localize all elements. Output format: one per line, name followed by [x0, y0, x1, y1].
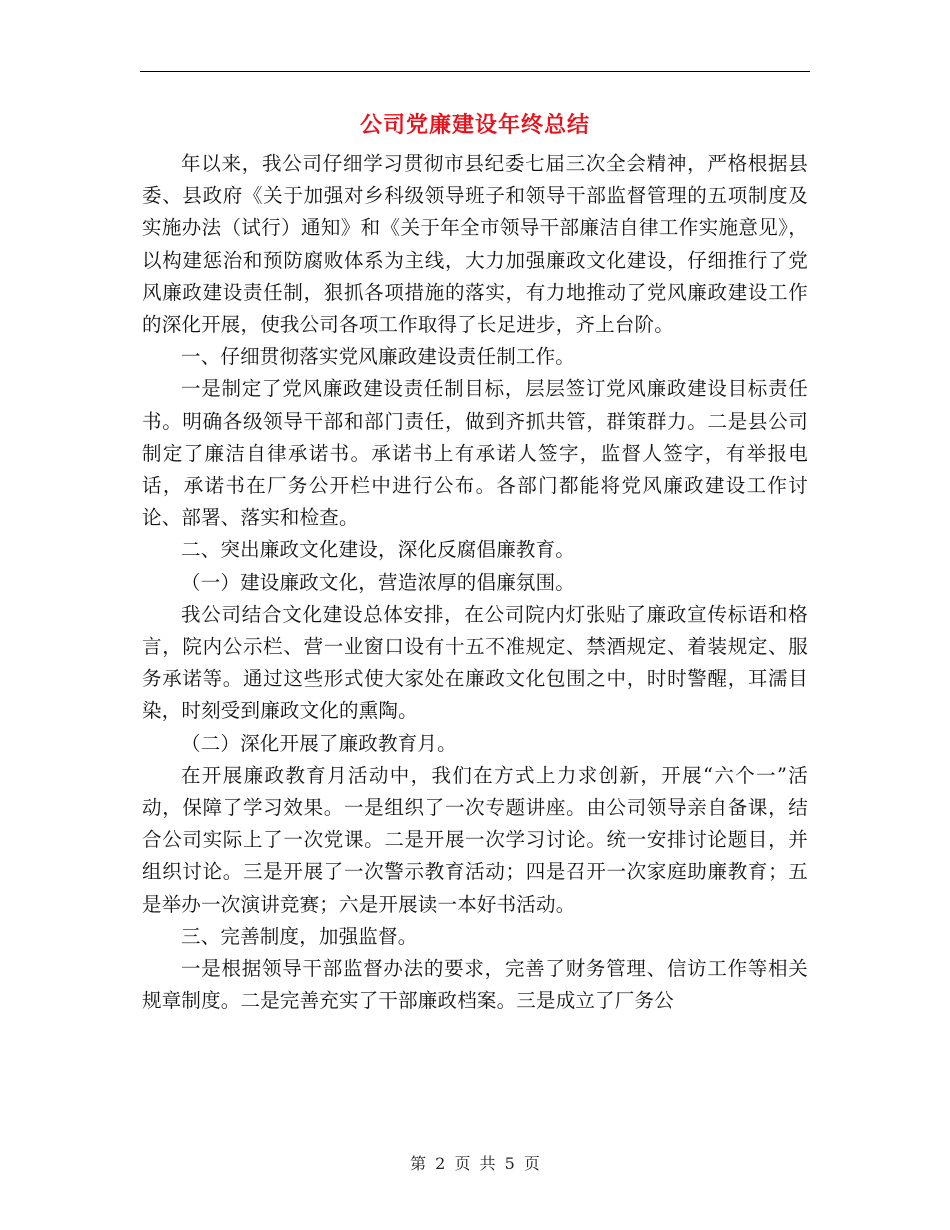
- paragraph-responsibility: 一是制定了党风廉政建设责任制目标，层层签订党风廉政建设目标责任书。明确各级领导干部和部门责任，做到齐抓共管，群策群力。二是县公司制定了廉洁自律承诺书。承诺书上有承诺人签字，监督人签字，有举报电话，承诺书在厂务公开栏中进行公布。各部门都能将党风廉政建设工作讨论、部署、落实和检查。: [142, 377, 808, 530]
- header-rule: [140, 71, 810, 72]
- section-heading-3: 三、完善制度，加强监督。: [181, 924, 418, 948]
- section-heading-2: 二、突出廉政文化建设，深化反腐倡廉教育。: [181, 538, 576, 562]
- paragraph-education-month: 在开展廉政教育月活动中，我们在方式上力求创新，开展“六个一”活动，保障了学习效果。一是组织了一次专题讲座。由公司领导亲自备课，结合公司实际上了一次党课。二是开展一次学习讨论。统一安排讨论题目，并组织讨论。三是开展了一次警示教育活动；四是召开一次家庭助廉教育；五是举办一次演讲竞赛；六是开展读一本好书活动。: [142, 763, 808, 916]
- document-body: [142, 148, 808, 1017]
- subsection-heading-1: （一）建设廉政文化，营造浓厚的倡廉氛围。: [181, 570, 576, 594]
- paragraph-intro: 年以来，我公司仔细学习贯彻市县纪委七届三次全会精神，严格根据县委、县政府《关于加强对乡科级领导班子和领导干部监督管理的五项制度及实施办法（试行）通知》和《关于年全市领导干部廉洁自律工作实施意见》，以构建惩治和预防腐败体系为主线，大力加强廉政文化建设，仔细推行了党风廉政建设责任制，狠抓各项措施的落实，有力地推动了党风廉政建设工作的深化开展，使我公司各项工作取得了长足进步，齐上台阶。: [142, 152, 808, 337]
- page-number: 第 2 页 共 5 页: [410, 1154, 540, 1173]
- paragraph-supervision: 一是根据领导干部监督办法的要求，完善了财务管理、信访工作等相关规章制度。二是完善充实了干部廉政档案。三是成立了厂务公: [142, 957, 808, 1013]
- subsection-heading-2: （二）深化开展了廉政教育月。: [181, 731, 457, 755]
- paragraph-culture: 我公司结合文化建设总体安排，在公司院内灯张贴了廉政宣传标语和格言，院内公示栏、营一业窗口设有十五不准规定、禁酒规定、着装规定、服务承诺等。通过这些形式使大家处在廉政文化包围之中，时时警醒，耳濡目染，时刻受到廉政文化的熏陶。: [142, 602, 808, 723]
- section-heading-1: 一、仔细贯彻落实党风廉政建设责任制工作。: [181, 345, 576, 369]
- document-title: 公司党廉建设年终总结: [359, 112, 590, 138]
